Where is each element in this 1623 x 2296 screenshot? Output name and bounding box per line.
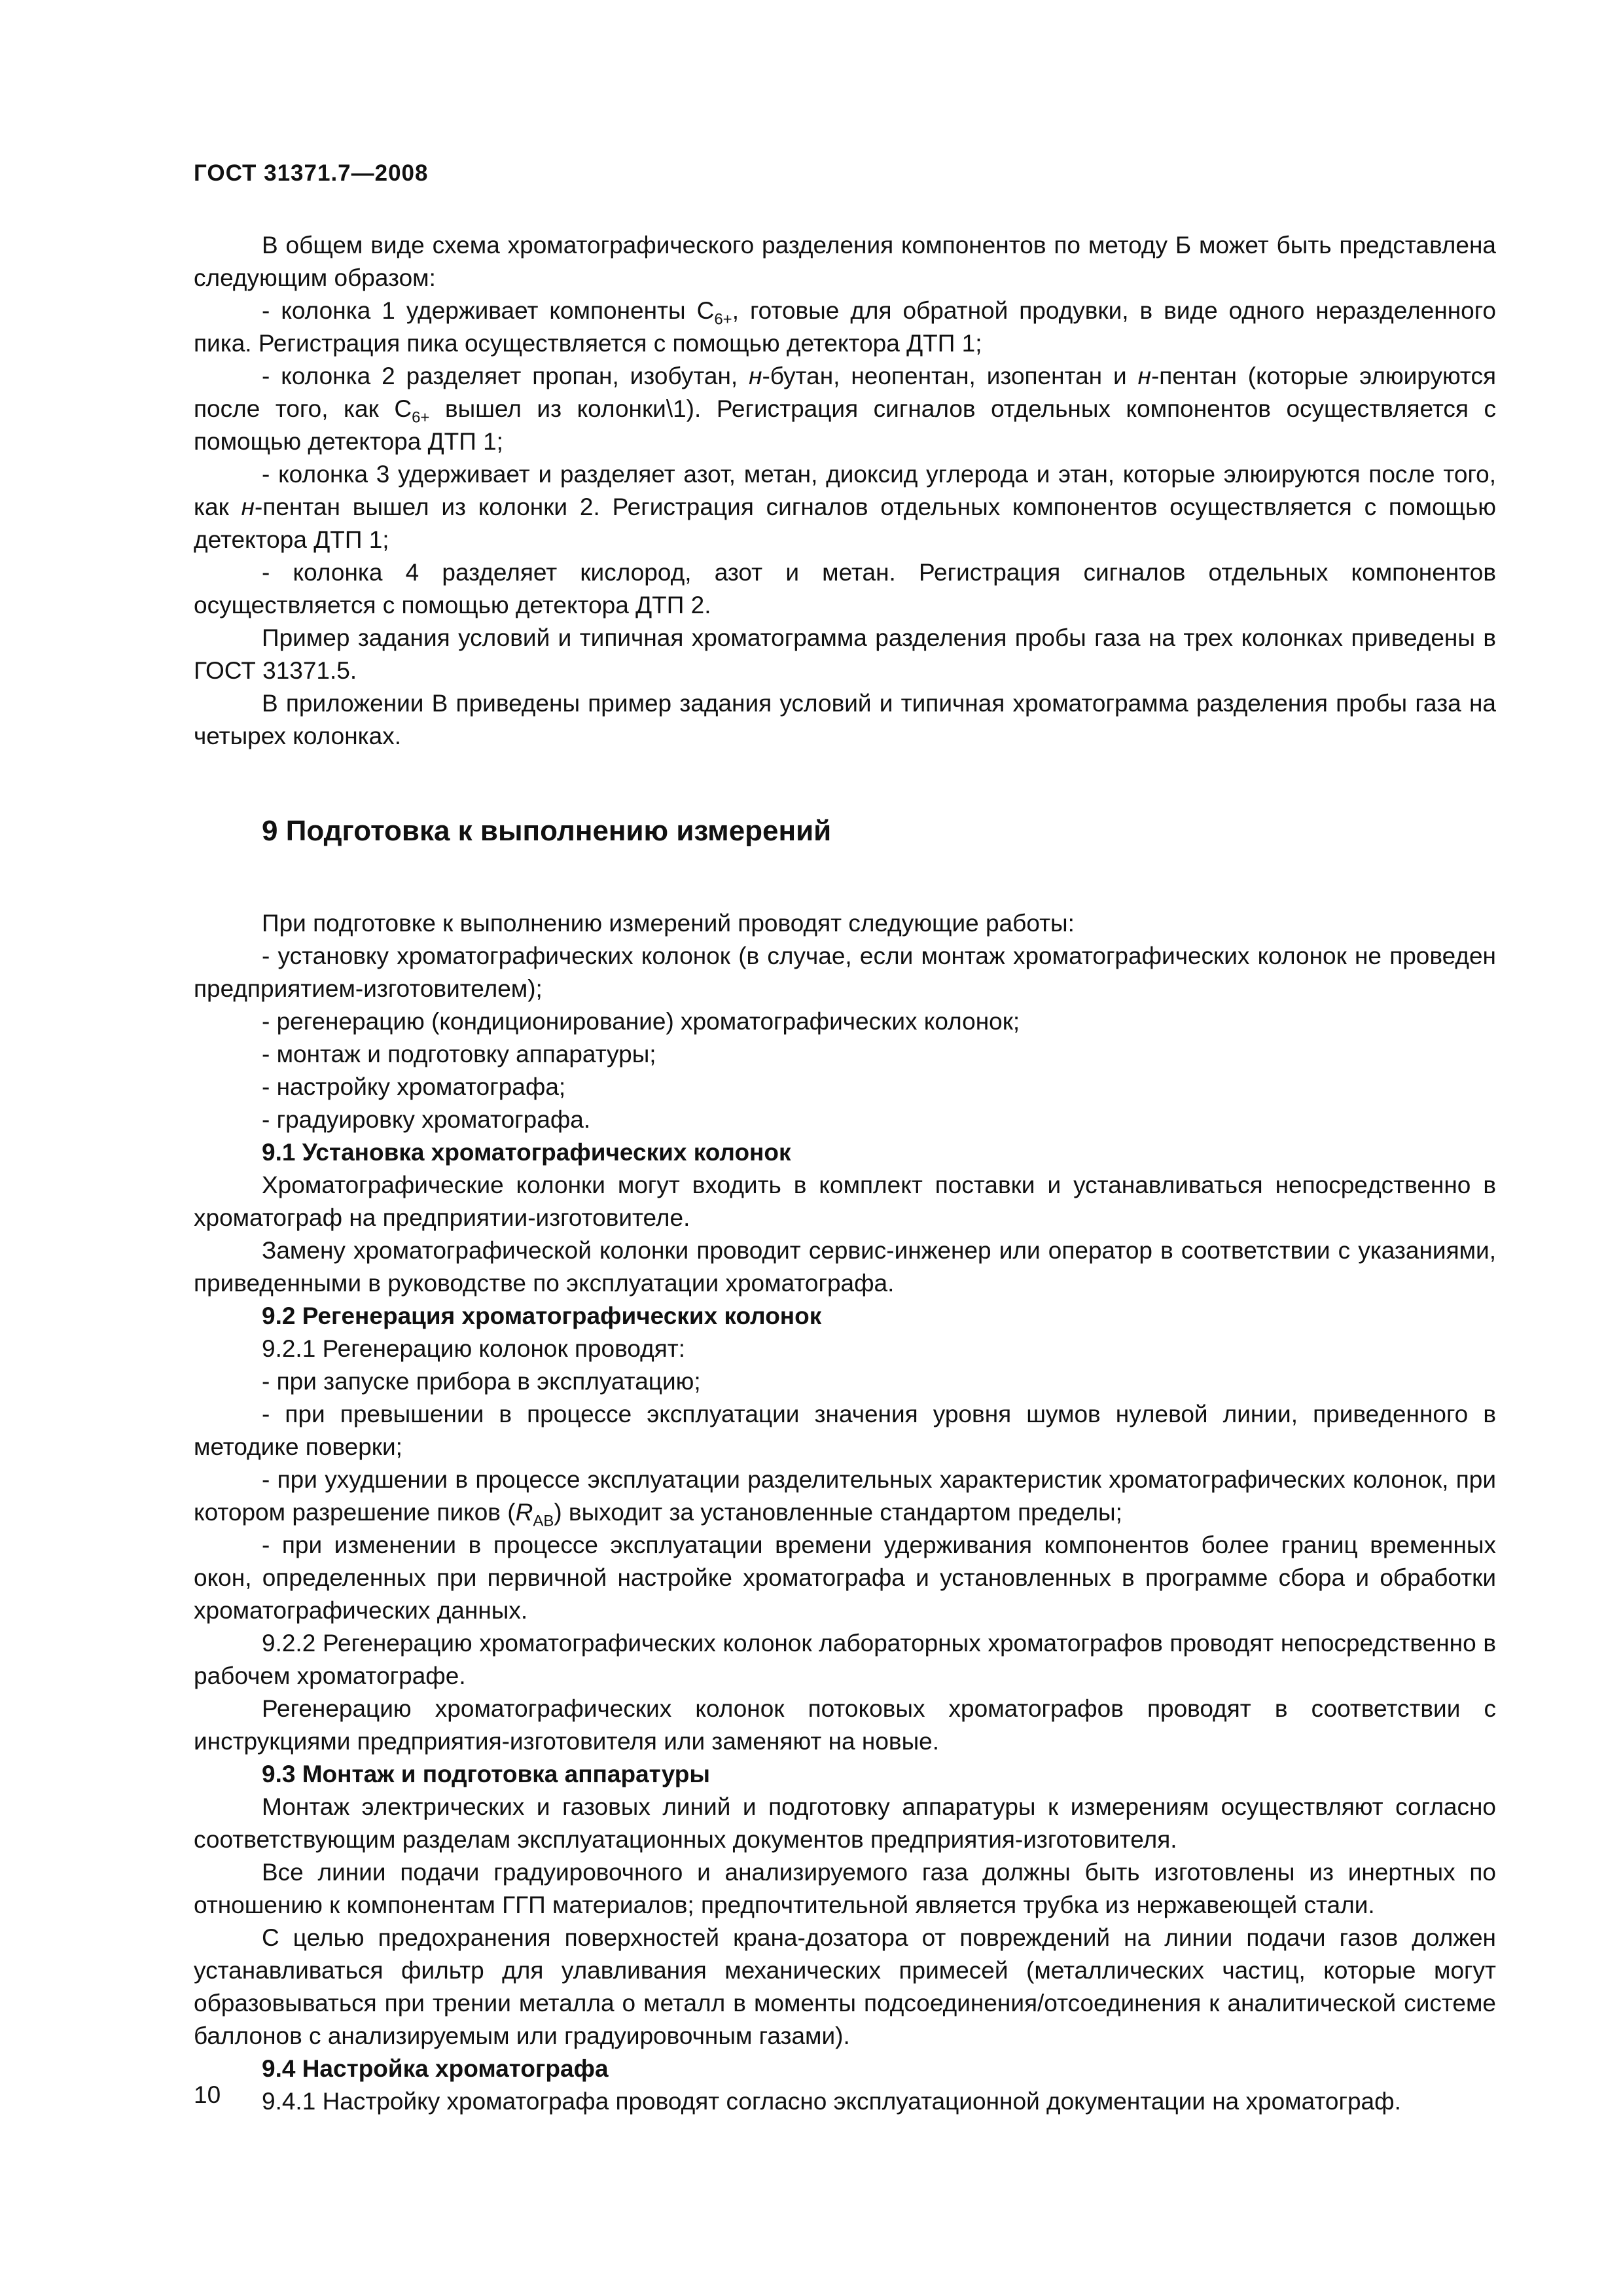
list-item: - установку хроматографических колонок (в случае, если монтаж хроматографических колонок не проведен предприятием-изготовителем); xyxy=(194,942,1496,1002)
subsection-9-2-heading: 9.2 Регенерация хроматографических колонок xyxy=(262,1302,822,1329)
list-item xyxy=(194,1463,1496,1529)
paragraph: 9.2.2 Регенерацию хроматографических колонок лабораторных хроматографов проводят непосредственно в рабочем хроматографе. xyxy=(194,1630,1496,1689)
paragraph: Монтаж электрических и газовых линий и подготовку аппаратуры к измерениям осуществляют согласно соответствующим разделам эксплуатационных документов предприятия-изготовителя. xyxy=(194,1793,1496,1853)
paragraph: Регенерацию хроматографических колонок потоковых хроматографов проводят в соответствии с инструкциями предприятия-изготовителя или заменяют на новые. xyxy=(194,1695,1496,1755)
list-item: - при изменении в процессе эксплуатации времени удерживания компонентов более границ временных окон, определенных при первичной настройке хроматографа и установленных в программе сбора и обработки хроматографических данных. xyxy=(194,1532,1496,1624)
text-run: - колонка 3 удерживает и разделяет азот, метан, диоксид углерода и этан, которые элюируются после того, как xyxy=(194,461,1496,520)
text-run: - колонка 2 разделяет пропан, изобутан, xyxy=(262,363,749,389)
paragraph: Все линии подачи градуировочного и анализируемого газа должны быть изготовлены из инертных по отношению к компонентам ГГП материалов; предпочтительной является трубка из нержавеющей стали. xyxy=(194,1859,1496,1918)
subsection-9-4-heading: 9.4 Настройка хроматографа xyxy=(262,2055,609,2082)
paragraph: 9.4.1 Настройку хроматографа проводят согласно эксплуатационной документации на хроматограф. xyxy=(262,2088,1401,2115)
resolution-symbol: R xyxy=(515,1499,533,1526)
document-code-header: ГОСТ 31371.7—2008 xyxy=(194,160,429,186)
text-run: вышел из колонки\1). Регистрация сигналов отдельных компонентов осуществляется с помощью детектора ДТП 1; xyxy=(194,395,1496,455)
text-run: ) выходит за установленные стандартом пределы; xyxy=(554,1499,1122,1526)
subsection-9-3-heading: 9.3 Монтаж и подготовка аппаратуры xyxy=(262,1761,710,1787)
intro-paragraph: В общем виде схема хроматографического разделения компонентов по методу Б может быть представлена следующим образом: xyxy=(194,232,1496,291)
paragraph: С целью предохранения поверхностей крана-дозатора от повреждений на линии подачи газов должен устанавливаться фильтр для улавливания механических примесей (металлических частиц, которые могут образовываться при трении металла о металл в моменты подсоединения/отсоединения к аналитической системе баллонов с анализируемым или градуировочным газами). xyxy=(194,1924,1496,2049)
page-body xyxy=(194,229,1496,2118)
column-3-item xyxy=(194,458,1496,556)
paragraph: Хроматографические колонки могут входить в комплект поставки и устанавливаться непосредственно в хроматограф на предприятии-изготовителе. xyxy=(194,1172,1496,1231)
text-run: -пентан вышел из колонки 2. Регистрация сигналов отдельных компонентов осуществляется с помощью детектора ДТП 1; xyxy=(194,493,1497,553)
list-item: - при превышении в процессе эксплуатации значения уровня шумов нулевой линии, приведенного в методике поверки; xyxy=(194,1401,1496,1460)
text-run: -пентан (которые элюируются после того, как С xyxy=(194,363,1496,422)
section-9-intro: При подготовке к выполнению измерений проводят следующие работы: xyxy=(262,910,1075,937)
italic-prefix: н xyxy=(241,493,255,520)
list-item: - регенерацию (кондиционирование) хроматографических колонок; xyxy=(262,1008,1020,1035)
example-paragraph: Пример задания условий и типичная хроматограмма разделения пробы газа на трех колонках приведены в ГОСТ 31371.5. xyxy=(194,624,1496,684)
column-4-item: - колонка 4 разделяет кислород, азот и метан. Регистрация сигналов отдельных компонентов осуществляется с помощью детектора ДТП 2. xyxy=(194,559,1496,619)
list-item: - при запуске прибора в эксплуатацию; xyxy=(262,1368,701,1395)
text-run: , готовые для обратной продувки, в виде одного неразделенного пика. Регистрация пика осуществляется с помощью детектора ДТП 1; xyxy=(194,297,1496,357)
list-item: - градуировку хроматографа. xyxy=(262,1106,591,1133)
column-1-item xyxy=(194,295,1496,360)
italic-prefix: н xyxy=(749,363,762,389)
text-run: - при ухудшении в процессе эксплуатации разделительных характеристик хроматографических колонок, при котором разрешение пиков ( xyxy=(194,1466,1496,1526)
list-item: - настройку хроматографа; xyxy=(262,1073,566,1100)
subsection-9-1-heading: 9.1 Установка хроматографических колонок xyxy=(262,1139,791,1166)
text-run: - колонка 1 удерживает компоненты С xyxy=(262,297,715,324)
subscript: 6+ xyxy=(412,408,430,427)
text-run: -бутан, неопентан, изопентан и xyxy=(762,363,1138,389)
paragraph: Замену хроматографической колонки проводит сервис-инженер или оператор в соответствии с указаниями, приведенными в руководстве по эксплуатации хроматографа. xyxy=(194,1237,1496,1297)
italic-prefix: н xyxy=(1137,363,1151,389)
section-9-heading: 9 Подготовка к выполнению измерений xyxy=(262,815,832,847)
list-item: - монтаж и подготовку аппаратуры; xyxy=(262,1041,656,1067)
paragraph: 9.2.1 Регенерацию колонок проводят: xyxy=(262,1335,685,1362)
page-number: 10 xyxy=(194,2081,221,2108)
subscript: AB xyxy=(533,1512,554,1530)
column-2-item xyxy=(194,360,1496,458)
subscript: 6+ xyxy=(714,310,732,329)
appendix-paragraph: В приложении В приведены пример задания условий и типичная хроматограмма разделения пробы газа на четырех колонках. xyxy=(194,690,1496,749)
